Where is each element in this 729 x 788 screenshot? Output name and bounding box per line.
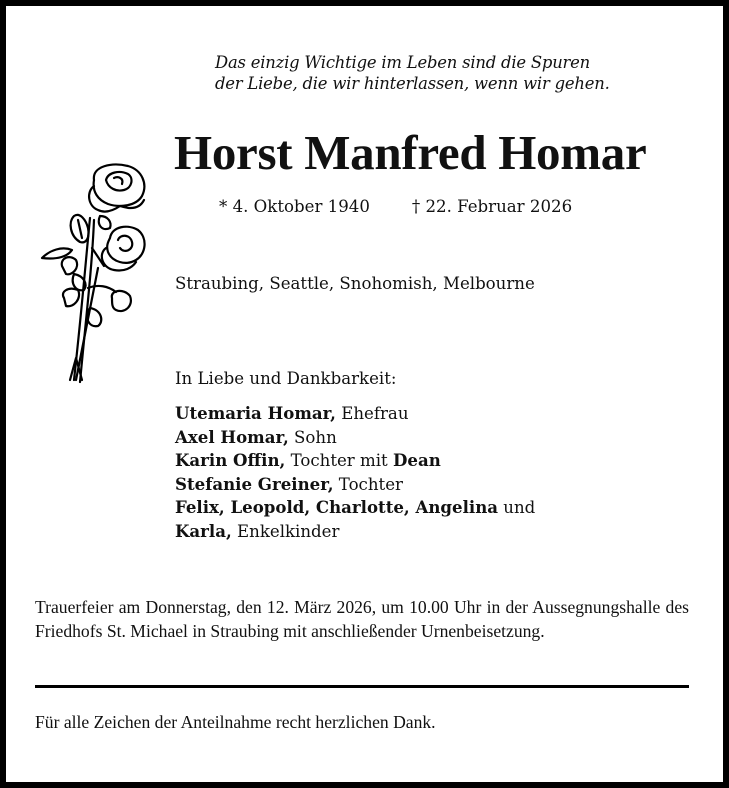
mourner-row <box>175 520 675 544</box>
funeral-service-info: Trauerfeier am Donnerstag, den 12. März 2026, um 10.00 Uhr in der Aussegnungshalle des Friedhofs St. Michael in Straubing mit anschließender Urnenbeisetzung. <box>35 597 689 641</box>
motto-line-2: der Liebe, die wir hinterlassen, wenn wir gehen. <box>215 74 610 93</box>
places-lived: Straubing, Seattle, Snohomish, Melbourne <box>175 274 535 293</box>
mourner-name: Utemaria Homar, <box>175 403 336 423</box>
mourners-intro: In Liebe und Dankbarkeit: <box>175 369 397 388</box>
obituary-notice <box>6 6 723 782</box>
mourner-name: Karla, <box>175 520 232 541</box>
birth-date: * 4. Oktober 1940 <box>219 197 370 216</box>
mourner-relation: und <box>498 498 536 518</box>
roses-illustration-icon <box>32 158 152 388</box>
mourner-relation: Enkelkinder <box>231 521 340 541</box>
mourner-name: Dean <box>393 450 441 471</box>
mourners-list <box>175 402 675 544</box>
mourner-relation: Tochter <box>333 474 403 494</box>
motto-line-1: Das einzig Wichtige im Leben sind die Spuren <box>215 53 591 72</box>
mourner-name: Felix, Leopold, Charlotte, Angelina <box>175 497 499 518</box>
mourner-relation: Tochter mit <box>285 451 394 471</box>
mourner-row <box>175 402 675 426</box>
mourner-row <box>175 426 675 450</box>
mourner-row <box>175 473 675 497</box>
motto-quote <box>215 52 715 94</box>
mourner-relation: Sohn <box>288 427 337 447</box>
mourner-relation: Ehefrau <box>335 404 409 423</box>
mourner-row <box>175 496 675 520</box>
death-date: † 22. Februar 2026 <box>411 197 573 216</box>
mourner-name: Karin Offin, <box>175 450 286 471</box>
thanks-note: Für alle Zeichen der Anteilnahme recht herzlichen Dank. <box>35 712 436 732</box>
divider-line <box>35 685 689 688</box>
mourner-name: Stefanie Greiner, <box>175 473 334 494</box>
mourner-name: Axel Homar, <box>175 426 289 447</box>
deceased-name: Horst Manfred Homar <box>174 125 647 180</box>
mourner-row <box>175 449 675 473</box>
life-dates <box>219 196 689 218</box>
